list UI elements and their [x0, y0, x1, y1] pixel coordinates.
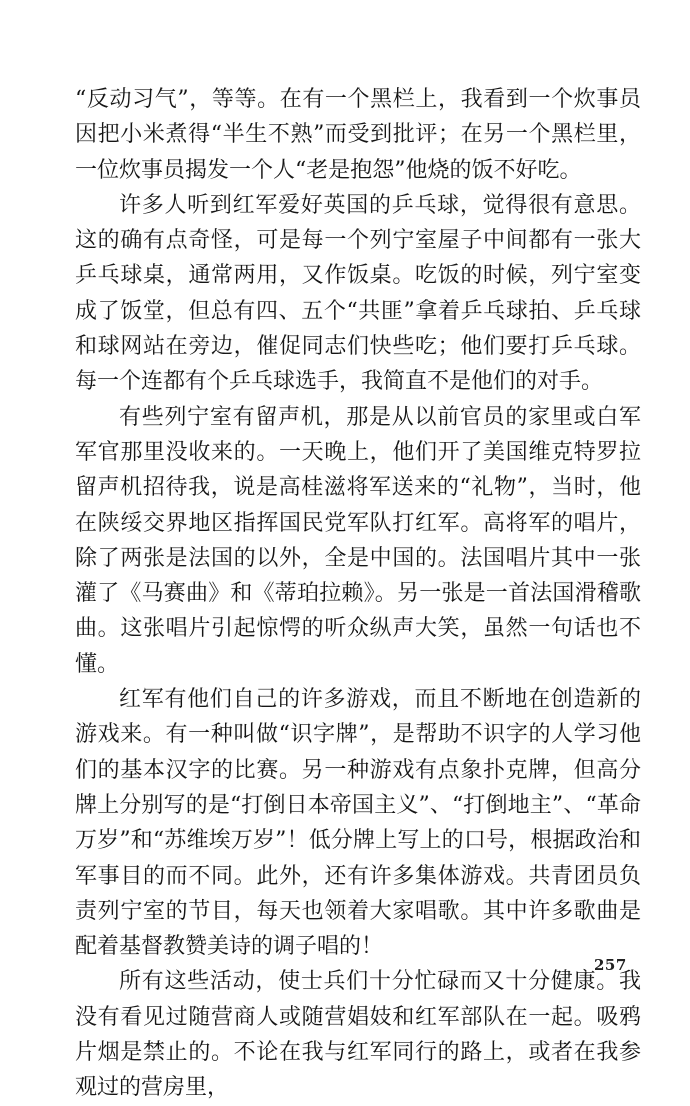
paragraph-2: 许多人听到红军爱好英国的乒乓球，觉得很有意思。这的确有点奇怪，可是每一个列宁室屋子中间都有一张大乒乓球桌，通常两用，又作饭桌。吃饭的时候，列宁室变成了饭堂，但总有四、五个“共匪”拿着乒乓球拍、乒乓球和球网站在旁边，催促同志们快些吃；他们要打乒乓球。每一个连都有个乒乓球选手，我简直不是他们的对手。 [75, 192, 641, 395]
paragraph-1: “反动习气”，等等。在有一个黑栏上，我看到一个炊事员因把小米煮得“半生不熟”而受到批评；在另一个黑栏里，一位炊事员揭发一个人“老是抱怨”他烧的饭不好吃。 [75, 87, 641, 183]
page-number: 257 [594, 956, 627, 974]
page-body-text [75, 82, 641, 1106]
paragraph-4: 红军有他们自己的许多游戏，而且不断地在创造新的游戏来。有一种叫做“识字牌”，是帮助不识字的人学习他们的基本汉字的比赛。另一种游戏有点象扑克牌，但高分牌上分别写的是“打倒日本帝国主义”、“打倒地主”、“革命万岁”和“苏维埃万岁”！低分牌上写上的口号，根据政治和军事目的而不同。此外，还有许多集体游戏。共青团员负责列宁室的节目，每天也领着大家唱歌。其中许多歌曲是配着基督教赞美诗的调子唱的！ [75, 687, 641, 960]
paragraph-5: 所有这些活动，使士兵们十分忙碌而又十分健康。我没有看见过随营商人或随营娼妓和红军部队在一起。吸鸦片烟是禁止的。不论在我与红军同行的路上，或者在我参观过的营房里， [75, 969, 641, 1101]
paragraph-3: 有些列宁室有留声机，那是从以前官员的家里或白军军官那里没收来的。一天晚上，他们开了美国维克特罗拉留声机招待我，说是高桂滋将军送来的“礼物”，当时，他在陕绥交界地区指挥国民党军队打红军。高将军的唱片，除了两张是法国的以外，全是中国的。法国唱片其中一张灌了《马赛曲》和《蒂珀拉赖》。另一张是一首法国滑稽歌曲。这张唱片引起惊愕的听众纵声大笑，虽然一句话也不懂。 [75, 404, 641, 677]
